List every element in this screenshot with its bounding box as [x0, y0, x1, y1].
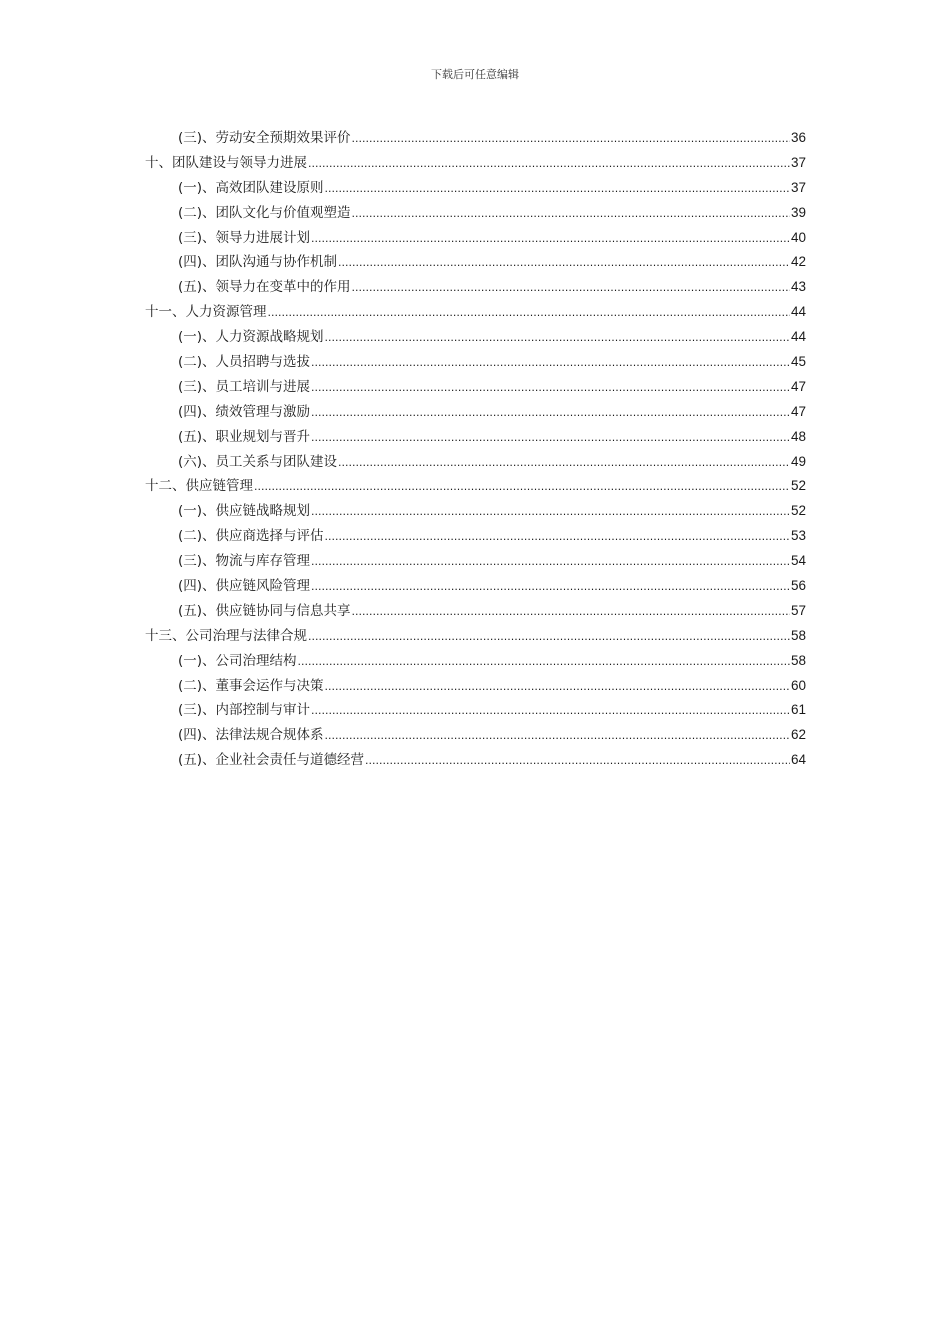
toc-entry[interactable]	[145, 126, 806, 151]
toc-entry-label: (一)、人力资源战略规划	[178, 329, 324, 346]
toc-entry[interactable]	[145, 250, 806, 275]
toc-entry-label: (二)、董事会运作与决策	[178, 677, 324, 694]
toc-entry-page: 56	[790, 578, 806, 594]
toc-dot-leader	[365, 748, 790, 774]
toc-entry[interactable]	[145, 201, 806, 226]
table-of-contents	[145, 126, 806, 773]
toc-entry-label: (五)、领导力在变革中的作用	[178, 279, 351, 296]
toc-entry-label: (二)、团队文化与价值观塑造	[178, 204, 351, 221]
toc-entry-page: 62	[790, 727, 806, 743]
toc-dot-leader	[311, 549, 790, 575]
toc-entry-page: 47	[790, 378, 806, 394]
toc-entry[interactable]	[145, 723, 806, 748]
toc-entry[interactable]	[145, 698, 806, 723]
toc-entry[interactable]	[145, 400, 806, 425]
toc-entry-page: 36	[790, 130, 806, 145]
toc-entry-label: (六)、员工关系与团队建设	[178, 453, 338, 470]
toc-dot-leader	[268, 300, 790, 326]
toc-dot-leader	[325, 524, 790, 550]
toc-entry[interactable]	[145, 549, 806, 574]
toc-entry[interactable]	[145, 574, 806, 599]
toc-entry-label: (三)、物流与库存管理	[178, 553, 311, 570]
toc-entry-label: 十一、人力资源管理	[145, 304, 267, 321]
toc-entry-label: (三)、劳动安全预期效果评价	[178, 130, 351, 146]
toc-entry-page: 44	[790, 304, 806, 320]
toc-entry-label: (五)、供应链协同与信息共享	[178, 602, 351, 619]
toc-entry[interactable]	[145, 425, 806, 450]
toc-entry-label: (三)、员工培训与进展	[178, 378, 311, 395]
toc-entry-label: (五)、职业规划与晋升	[178, 428, 311, 445]
toc-entry[interactable]	[145, 599, 806, 624]
toc-entry-label: 十二、供应链管理	[145, 478, 253, 495]
toc-entry[interactable]	[145, 226, 806, 251]
toc-dot-leader	[352, 599, 790, 625]
toc-entry-page: 40	[790, 229, 806, 245]
toc-entry[interactable]	[145, 275, 806, 300]
toc-entry-page: 45	[790, 354, 806, 370]
toc-entry-page: 48	[790, 428, 806, 444]
toc-entry[interactable]	[145, 649, 806, 674]
toc-entry-label: (四)、绩效管理与激励	[178, 403, 311, 420]
toc-entry-label: (三)、内部控制与审计	[178, 702, 311, 719]
toc-dot-leader	[308, 151, 790, 177]
toc-dot-leader	[352, 275, 790, 301]
toc-entry-page: 37	[790, 154, 806, 170]
toc-entry-label: (四)、法律法规合规体系	[178, 727, 324, 744]
toc-entry[interactable]	[145, 474, 806, 499]
toc-entry[interactable]	[145, 151, 806, 176]
toc-dot-leader	[311, 499, 790, 525]
toc-dot-leader	[298, 649, 790, 675]
toc-entry-page: 39	[790, 204, 806, 220]
toc-dot-leader	[325, 325, 790, 351]
toc-dot-leader	[311, 375, 790, 401]
toc-entry-label: (一)、供应链战略规划	[178, 503, 311, 520]
toc-dot-leader	[311, 698, 790, 724]
toc-entry-page: 64	[790, 752, 806, 768]
toc-entry[interactable]	[145, 176, 806, 201]
toc-entry[interactable]	[145, 375, 806, 400]
toc-dot-leader	[254, 474, 790, 500]
toc-entry-label: 十、团队建设与领导力进展	[145, 154, 307, 171]
toc-entry-page: 44	[790, 329, 806, 345]
toc-entry-label: (五)、企业社会责任与道德经营	[178, 752, 365, 769]
toc-entry-page: 58	[790, 652, 806, 668]
toc-entry-page: 60	[790, 677, 806, 693]
toc-entry-page: 49	[790, 453, 806, 469]
toc-dot-leader	[338, 250, 790, 276]
toc-entry-label: (二)、供应商选择与评估	[178, 528, 324, 545]
toc-entry-page: 52	[790, 478, 806, 494]
toc-entry-page: 58	[790, 627, 806, 643]
toc-entry-label: (一)、公司治理结构	[178, 652, 297, 669]
toc-entry-page: 42	[790, 254, 806, 270]
toc-entry[interactable]	[145, 450, 806, 475]
toc-dot-leader	[352, 126, 790, 152]
toc-entry-label: (四)、供应链风险管理	[178, 578, 311, 595]
page-header-note: 下载后可任意编辑	[431, 68, 519, 81]
toc-entry-label: (三)、领导力进展计划	[178, 229, 311, 246]
toc-dot-leader	[325, 723, 790, 749]
toc-entry[interactable]	[145, 325, 806, 350]
toc-entry-page: 43	[790, 279, 806, 295]
toc-entry[interactable]	[145, 499, 806, 524]
toc-dot-leader	[311, 425, 790, 451]
toc-entry-label: (一)、高效团队建设原则	[178, 179, 324, 196]
toc-dot-leader	[338, 450, 790, 476]
toc-dot-leader	[325, 176, 790, 202]
toc-entry[interactable]	[145, 350, 806, 375]
toc-dot-leader	[311, 400, 790, 426]
toc-entry-page: 53	[790, 528, 806, 544]
toc-entry[interactable]	[145, 748, 806, 773]
toc-entry[interactable]	[145, 300, 806, 325]
toc-entry[interactable]	[145, 524, 806, 549]
toc-entry-page: 37	[790, 179, 806, 195]
toc-entry-label: 十三、公司治理与法律合规	[145, 627, 307, 644]
toc-dot-leader	[308, 624, 790, 650]
toc-dot-leader	[325, 674, 790, 700]
toc-entry-label: (四)、团队沟通与协作机制	[178, 254, 338, 271]
toc-entry[interactable]	[145, 674, 806, 699]
toc-entry[interactable]	[145, 624, 806, 649]
toc-dot-leader	[311, 574, 790, 600]
toc-dot-leader	[311, 350, 790, 376]
toc-entry-page: 52	[790, 503, 806, 519]
toc-dot-leader	[352, 201, 790, 227]
toc-entry-page: 57	[790, 602, 806, 618]
toc-entry-label: (二)、人员招聘与选拔	[178, 354, 311, 371]
toc-entry-page: 54	[790, 553, 806, 569]
toc-entry-page: 61	[790, 702, 806, 718]
toc-dot-leader	[311, 226, 790, 252]
toc-entry-page: 47	[790, 403, 806, 419]
